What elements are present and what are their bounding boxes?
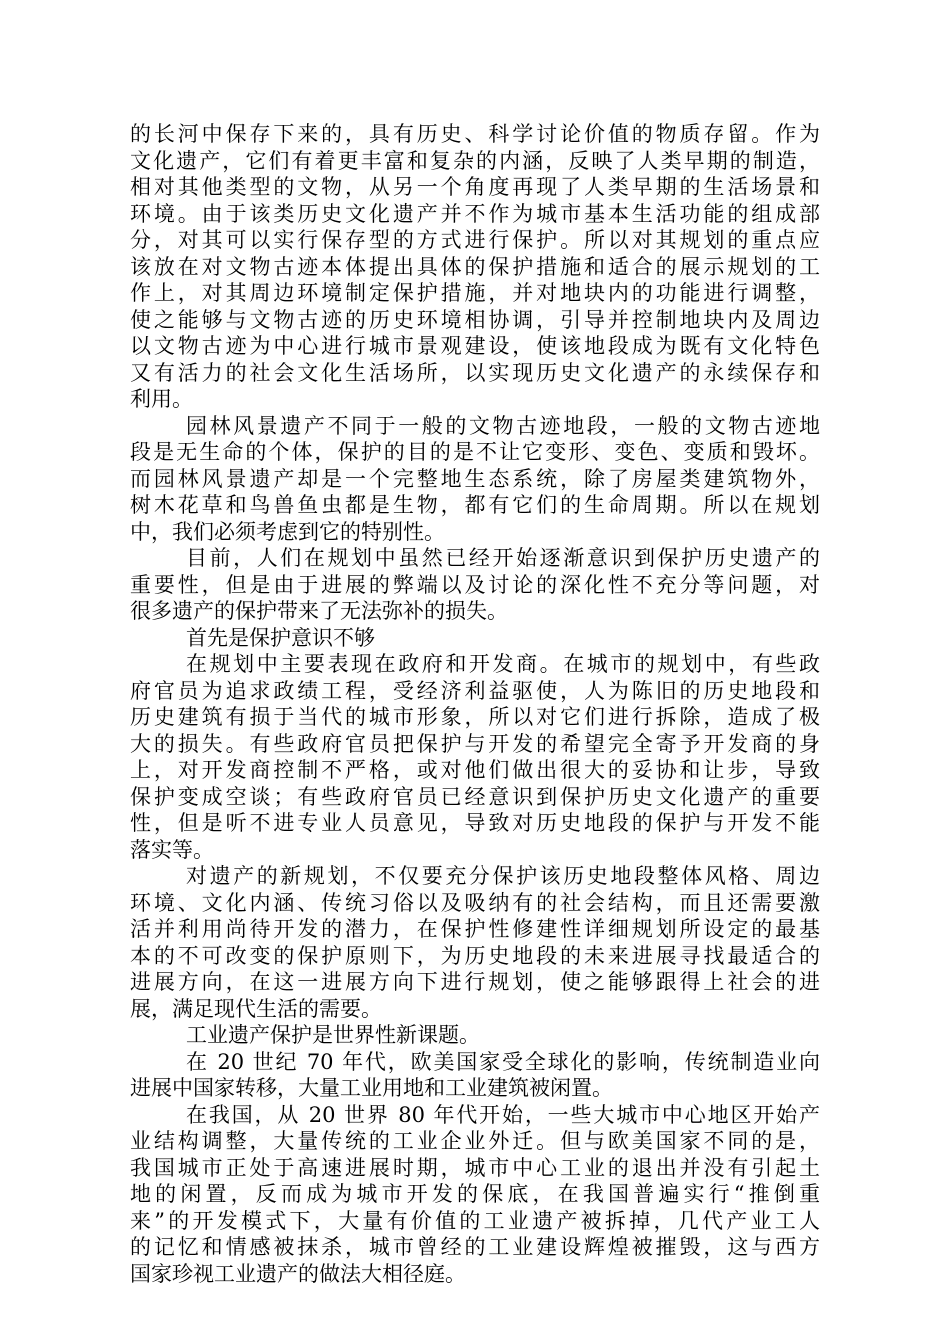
text-line: 又有活力的社会文化生活场所，以实现历史文化遗产的永续保存和 (130, 360, 820, 385)
text-line: 活并利用尚待开发的潜力，在保护性修建性详细规划所设定的最基 (130, 917, 820, 941)
text-line: 分，对其可以实行保存型的方式进行保护。所以对其规划的重点应 (130, 228, 820, 252)
text-line: 在我国，从 20 世界 80 年代开始，一些大城市中心地区开始产 (186, 1102, 820, 1127)
text-line: 目前，人们在规划中虽然已经开始逐渐意识到保护历史遗产的 (186, 546, 820, 570)
text-line: 进展中国家转移，大量工业用地和工业建筑被闲置。 (130, 1076, 613, 1100)
text-line: 环境、文化内涵、传统习俗以及吸纳有的社会结构，而且还需要激 (130, 890, 820, 915)
text-line: 段是无生命的个体，保护的目的是不让它变形、变色、变质和毁坏。 (130, 440, 820, 464)
text-line: 展，满足现代生活的需要。 (130, 996, 382, 1021)
text-line: 很多遗产的保护带来了无法弥补的损失。 (130, 599, 508, 623)
body-text (130, 121, 820, 1287)
text-line: 在 20 世纪 70 年代，欧美国家受全球化的影响，传统制造业向 (186, 1049, 820, 1074)
text-line: 来”的开发模式下，大量有价值的工业遗产被拆掉，几代产业工人 (130, 1208, 820, 1233)
text-line: 该放在对文物古迹本体提出具体的保护措施和适合的展示规划的工 (130, 254, 820, 279)
text-line: 文化遗产，它们有着更丰富和复杂的内涵，反映了人类早期的制造， (130, 148, 820, 173)
text-line: 保护变成空谈；有些政府官员已经意识到保护历史文化遗产的重要 (130, 784, 820, 809)
text-line: 树木花草和鸟兽鱼虫都是生物，都有它们的生命周期。所以在规划 (130, 493, 820, 517)
text-line: 相对其他类型的文物，从另一个角度再现了人类早期的生活场景和 (130, 175, 820, 199)
text-line: 中，我们必须考虑到它的特别性。 (130, 519, 445, 544)
text-line: 历史建筑有损于当代的城市形象，所以对它们进行拆除，造成了极 (130, 705, 820, 729)
text-line: 使之能够与文物古迹的历史环境相协调，引导并控制地块内及周边 (130, 307, 820, 332)
text-line: 性，但是听不进专业人员意见，导致对历史地段的保护与开发不能 (130, 811, 820, 835)
text-line: 园林风景遗产不同于一般的文物古迹地段，一般的文物古迹地 (186, 413, 820, 438)
text-line: 的长河中保存下来的，具有历史、科学讨论价值的物质存留。作为 (130, 122, 820, 146)
text-line: 的记忆和情感被抹杀，城市曾经的工业建设辉煌被摧毁，这与西方 (130, 1235, 820, 1259)
text-line: 地的闲置，反而成为城市开发的保底，在我国普遍实行“推倒重 (130, 1182, 820, 1206)
text-line: 环境。由于该类历史文化遗产并不作为城市基本生活功能的组成部 (130, 201, 820, 226)
text-line: 首先是保护意识不够 (186, 625, 375, 650)
text-line: 工业遗产保护是世界性新课题。 (186, 1023, 480, 1047)
text-line: 国家珍视工业遗产的做法大相径庭。 (130, 1261, 466, 1286)
text-line: 业结构调整，大量传统的工业企业外迁。但与欧美国家不同的是， (130, 1129, 820, 1153)
text-line: 在规划中主要表现在政府和开发商。在城市的规划中，有些政 (186, 652, 820, 676)
text-line: 对遗产的新规划，不仅要充分保护该历史地段整体风格、周边 (186, 864, 820, 888)
text-line: 进展方向，在这一进展方向下进行规划，使之能够跟得上社会的进 (130, 970, 820, 994)
text-line: 作上，对其周边环境制定保护措施，并对地块内的功能进行调整， (130, 281, 820, 305)
text-line: 重要性，但是由于进展的弊端以及讨论的深化性不充分等问题，对 (130, 572, 820, 597)
text-line: 我国城市正处于高速进展时期，城市中心工业的退出并没有引起土 (130, 1155, 820, 1180)
text-line: 而园林风景遗产却是一个完整地生态系统，除了房屋类建筑物外， (130, 466, 820, 491)
text-line: 落实等。 (130, 837, 214, 862)
text-line: 利用。 (130, 387, 193, 411)
text-line: 大的损失。有些政府官员把保护与开发的希望完全寄予开发商的身 (130, 731, 820, 756)
text-line: 上，对开发商控制不严格，或对他们做出很大的妥协和让步，导致 (130, 758, 820, 782)
text-line: 府官员为追求政绩工程，受经济利益驱使，人为陈旧的历史地段和 (130, 678, 820, 703)
text-line: 本的不可改变的保护原则下，为历史地段的未来进展寻找最适合的 (130, 943, 820, 968)
text-line: 以文物古迹为中心进行城市景观建设，使该地段成为既有文化特色 (130, 334, 820, 358)
